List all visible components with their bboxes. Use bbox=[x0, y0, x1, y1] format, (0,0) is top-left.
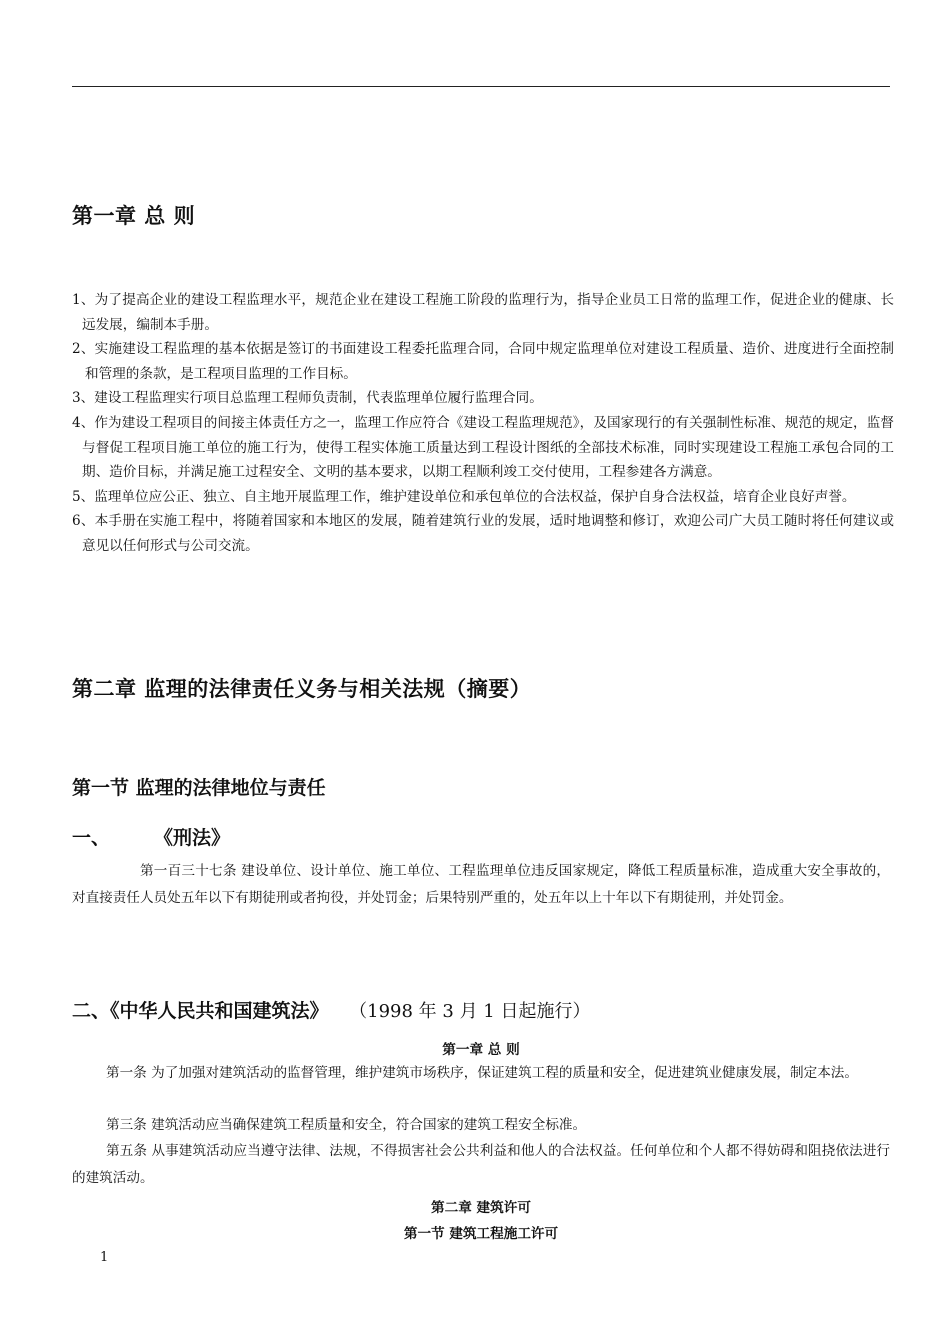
law2-chapter1-title: 第一章 总 则 bbox=[442, 1042, 520, 1058]
page-number: 1 bbox=[100, 1250, 109, 1265]
law1-heading-num: 一、 bbox=[72, 827, 111, 849]
section1-title: 第一节 监理的法律地位与责任 bbox=[72, 777, 326, 799]
law2-chapter2-title: 第二章 建筑许可 bbox=[431, 1200, 531, 1216]
list-item: 5、监理单位应公正、独立、自主地开展监理工作，维护建设单位和承包单位的合法权益，保护自身合法权益，培育企业良好声誉。 bbox=[72, 488, 856, 505]
list-item: 4、作为建设工程项目的间接主体责任方之一，监理工作应符合《建设工程监理规范》，及国家现行的有关强制性标准、规范的规定，监督与督促工程项目施工单位的施工行为，使得工程实体施工质量达到工程设计图纸的全部技术标准，同时实现建设工程施工承包合同的工期、造价目标，并满足施工过程安全、文明的基本要求，以期工程顺利竣工交付使用，工程参建各方满意。 bbox=[72, 414, 894, 481]
chapter1-list bbox=[72, 288, 894, 559]
law1-article-137: 第一百三十七条 建设单位、设计单位、施工单位、工程监理单位违反国家规定，降低工程质量标准，造成重大安全事故的，对直接责任人员处五年以下有期徒刑或者拘役，并处罚金；后果特别严重的，处五年以上十年以下有期徒刑，并处罚金。 bbox=[72, 863, 890, 906]
list-item: 2、实施建设工程监理的基本依据是签订的书面建设工程委托监理合同，合同中规定监理单位对建设工程质量、造价、进度进行全面控制和管理的条款，是工程项目监理的工作目标。 bbox=[72, 341, 894, 382]
header-rule bbox=[72, 86, 890, 87]
law2-article-1: 第一条 为了加强对建筑活动的监督管理，维护建筑市场秩序，保证建筑工程的质量和安全，促进建筑业健康发展，制定本法。 bbox=[106, 1065, 858, 1081]
law2-heading bbox=[72, 996, 590, 1023]
law2-heading-title: 二、《中华人民共和国建筑法》 bbox=[72, 1000, 329, 1022]
law1-heading-name: 《刑法》 bbox=[154, 827, 231, 849]
list-item: 6、本手册在实施工程中，将随着国家和本地区的发展，随着建筑行业的发展，适时地调整和修订，欢迎公司广大员工随时将任何建议或意见以任何形式与公司交流。 bbox=[72, 513, 894, 554]
chapter1-title: 第一章 总 则 bbox=[72, 204, 196, 228]
list-item: 1、为了提高企业的建设工程监理水平，规范企业在建设工程施工阶段的监理行为，指导企业员工日常的监理工作，促进企业的健康、长远发展，编制本手册。 bbox=[72, 292, 894, 333]
chapter2-title: 第二章 监理的法律责任义务与相关法规（摘要） bbox=[72, 677, 532, 701]
law2-article-5: 第五条 从事建筑活动应当遵守法律、法规，不得损害社会公共利益和他人的合法权益。任何单位和个人都不得妨碍和阻挠依法进行的建筑活动。 bbox=[72, 1143, 890, 1186]
law2-section1-title: 第一节 建筑工程施工许可 bbox=[403, 1226, 559, 1242]
list-item: 3、建设工程监理实行项目总监理工程师负责制，代表监理单位履行监理合同。 bbox=[72, 390, 543, 407]
law2-article-3: 第三条 建筑活动应当确保建筑工程质量和安全，符合国家的建筑工程安全标准。 bbox=[106, 1117, 587, 1133]
law2-date-note: （1998 年 3 月 1 日起施行） bbox=[349, 1001, 591, 1022]
law1-heading bbox=[72, 823, 230, 850]
